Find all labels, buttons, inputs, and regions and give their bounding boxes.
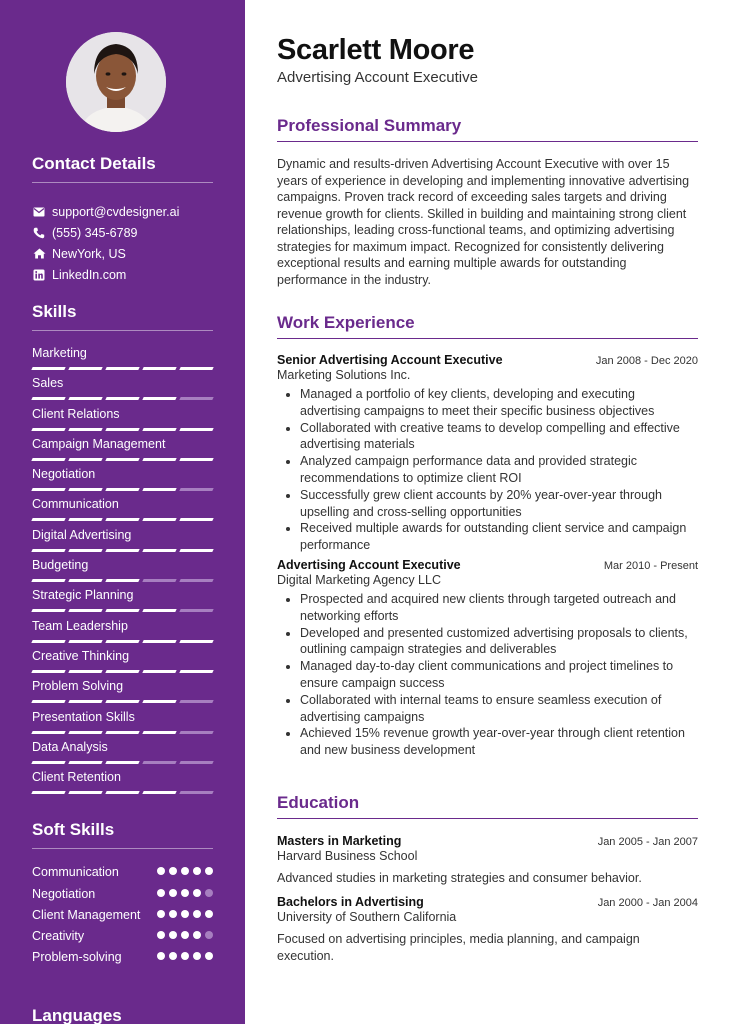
soft-skill-row (32, 886, 213, 903)
job-entry-date: Mar 2010 - Present (603, 559, 698, 572)
bullet-item: • Managed day-to-day client communications and project timelines to ensure campaign success (300, 658, 698, 692)
skill-name: Client Retention (32, 770, 121, 785)
job-entry (277, 353, 698, 554)
skill-level-segment (68, 791, 102, 794)
skill-level-bar (32, 397, 213, 400)
skill-level-segment (179, 549, 213, 552)
job-title: Advertising Account Executive (277, 69, 478, 86)
skill-row (32, 407, 213, 437)
skill-level-segment (142, 367, 176, 370)
languages-section (32, 1006, 213, 1024)
job-entry-title: Senior Advertising Account Executive (277, 353, 503, 367)
contact-linkedin[interactable] (32, 264, 213, 285)
skill-name: Data Analysis (32, 739, 108, 754)
skill-name: Presentation Skills (32, 709, 135, 724)
rating-dot (205, 889, 213, 897)
rating-dot (193, 952, 201, 960)
skill-row (32, 770, 213, 800)
skill-level-segment (179, 700, 213, 703)
contact-list (32, 201, 213, 285)
skill-level-segment (105, 549, 139, 552)
soft-skill-row (32, 907, 213, 924)
job-entry-company: Digital Marketing Agency LLC (277, 572, 441, 587)
skill-row (32, 558, 213, 588)
soft-skill-rating (157, 907, 213, 918)
skills-section (32, 302, 213, 800)
skill-level-segment (105, 700, 139, 703)
experience-section (277, 313, 698, 759)
skill-level-segment (68, 579, 102, 582)
soft-skill-row (32, 864, 213, 881)
skill-name: Communication (32, 497, 119, 512)
bullet-item: • Analyzed campaign performance data and provided strategic recommendations to optimize client ROI (300, 453, 698, 487)
job-entry (277, 558, 698, 759)
skill-row (32, 346, 213, 376)
bullet-item: • Collaborated with creative teams to develop compelling and effective advertising materials (300, 420, 698, 454)
education-degree: Bachelors in Advertising (277, 895, 424, 909)
sidebar (0, 0, 245, 1024)
rating-dot (157, 931, 165, 939)
rating-dot (205, 952, 213, 960)
contact-heading: Contact Details (32, 154, 213, 183)
skill-name: Marketing (32, 346, 87, 360)
languages-heading: Languages (32, 1006, 213, 1024)
skill-level-segment (31, 731, 65, 734)
experience-heading: Work Experience (277, 313, 698, 339)
bullet-item: • Prospected and acquired new clients through targeted outreach and networking efforts (300, 591, 698, 625)
skill-level-segment (31, 397, 65, 400)
bullet-item: • Developed and presented customized advertising proposals to clients, outlining campaign strategies and deliverables (300, 625, 698, 659)
skill-level-segment (105, 791, 139, 794)
skill-name: Sales (32, 376, 64, 391)
bullet-item: • Achieved 15% revenue growth year-over-year through client retention and new business development (300, 725, 698, 759)
skill-level-bar (32, 549, 213, 552)
skill-level-bar (32, 670, 213, 673)
contact-phone[interactable] (32, 222, 213, 243)
soft-skill-rating (157, 928, 213, 939)
contact-location-text: NewYork, US (52, 246, 126, 261)
soft-skill-name: Negotiation (32, 886, 96, 901)
contact-phone-text: (555) 345-6789 (52, 225, 138, 240)
rating-dot (181, 889, 189, 897)
skill-level-segment (142, 397, 176, 400)
skill-level-segment (68, 670, 102, 673)
skill-name: Creative Thinking (32, 648, 130, 663)
rating-dot (181, 910, 189, 918)
skill-level-segment (31, 761, 65, 764)
skill-name: Problem Solving (32, 679, 124, 694)
soft-skill-rating (157, 886, 213, 897)
skill-level-segment (31, 488, 65, 491)
skill-row (32, 740, 213, 770)
skill-level-segment (179, 428, 213, 431)
rating-dot (193, 910, 201, 918)
education-entry (277, 895, 698, 965)
rating-dot (193, 931, 201, 939)
skill-level-segment (142, 579, 176, 582)
skill-level-segment (68, 488, 102, 491)
skill-name: Negotiation (32, 467, 96, 482)
rating-dot (205, 910, 213, 918)
skill-level-segment (105, 579, 139, 582)
rating-dot (169, 931, 177, 939)
skill-row (32, 497, 213, 527)
skill-name: Client Relations (32, 406, 120, 421)
skill-level-segment (105, 640, 139, 643)
skill-level-segment (105, 428, 139, 431)
bullet-item: • Successfully grew client accounts by 20% year-over-year through upselling and cross-selling opportunities (300, 487, 698, 521)
skill-level-segment (31, 640, 65, 643)
skill-level-segment (105, 367, 139, 370)
rating-dot (169, 867, 177, 875)
contact-location (32, 243, 213, 264)
skill-name: Digital Advertising (32, 527, 132, 542)
skill-level-bar (32, 761, 213, 764)
education-section (277, 793, 698, 965)
skill-level-bar (32, 640, 213, 643)
linkedin-icon (32, 268, 46, 282)
rating-dot (157, 952, 165, 960)
rating-dot (157, 867, 165, 875)
skill-level-bar (32, 518, 213, 521)
skill-level-segment (142, 731, 176, 734)
skill-level-bar (32, 791, 213, 794)
education-school: University of Southern California (277, 910, 457, 924)
education-school: Harvard Business School (277, 849, 418, 863)
contact-section (32, 154, 213, 285)
skill-row (32, 437, 213, 467)
skills-heading: Skills (32, 302, 213, 331)
skill-level-segment (105, 458, 139, 461)
skill-level-segment (105, 761, 139, 764)
skill-level-segment (179, 397, 213, 400)
skill-level-segment (179, 609, 213, 612)
soft-skills-section (32, 820, 213, 970)
skill-level-segment (142, 518, 176, 521)
contact-email[interactable] (32, 201, 213, 222)
soft-skills-list (32, 864, 213, 966)
skill-level-segment (31, 579, 65, 582)
skill-level-segment (105, 609, 139, 612)
skill-level-segment (31, 428, 65, 431)
skill-level-segment (179, 458, 213, 461)
education-date: Jan 2005 - Jan 2007 (597, 836, 698, 848)
skill-level-bar (32, 700, 213, 703)
skill-level-segment (142, 791, 176, 794)
skill-row (32, 467, 213, 497)
soft-skill-name: Client Management (32, 908, 141, 922)
skill-level-segment (179, 791, 213, 794)
skill-level-segment (105, 731, 139, 734)
rating-dot (169, 952, 177, 960)
skill-row (32, 679, 213, 709)
skill-level-segment (179, 731, 213, 734)
skill-level-segment (142, 458, 176, 461)
soft-skill-rating (157, 864, 213, 875)
skill-level-segment (68, 458, 102, 461)
skill-level-segment (68, 428, 102, 431)
rating-dot (193, 867, 201, 875)
rating-dot (181, 952, 189, 960)
skill-level-segment (179, 640, 213, 643)
skill-level-segment (31, 791, 65, 794)
summary-section (277, 116, 698, 288)
soft-skill-rating (157, 949, 213, 960)
bullet-item: • Collaborated with internal teams to ensure seamless execution of advertising campaigns (300, 692, 698, 726)
skill-level-segment (105, 518, 139, 521)
bullet-item: • Received multiple awards for outstanding client service and campaign performance (300, 520, 698, 554)
skill-level-segment (31, 458, 65, 461)
skill-level-segment (179, 488, 213, 491)
skill-row (32, 588, 213, 618)
soft-skill-name: Creativity (32, 928, 85, 943)
bullet-item: • Managed a portfolio of key clients, developing and executing advertising campaigns to meet their specific business objectives (300, 386, 698, 420)
skill-level-segment (68, 367, 102, 370)
skill-level-segment (68, 731, 102, 734)
skill-level-segment (179, 670, 213, 673)
skill-level-segment (68, 700, 102, 703)
skill-level-bar (32, 488, 213, 491)
skill-level-segment (68, 609, 102, 612)
rating-dot (205, 931, 213, 939)
skill-row (32, 710, 213, 740)
skill-level-segment (179, 367, 213, 370)
skill-name: Strategic Planning (32, 588, 134, 603)
rating-dot (169, 889, 177, 897)
skill-row (32, 376, 213, 406)
rating-dot (157, 889, 165, 897)
skill-level-bar (32, 367, 213, 370)
skill-level-segment (31, 700, 65, 703)
candidate-name: Scarlett Moore (277, 34, 475, 66)
rating-dot (169, 910, 177, 918)
summary-text: Dynamic and results-driven Advertising Account Executive with over 15 years of experience in developing and implementing innovative advertising campaigns. Proven track record of exceeding sales targets and driving revenue growth for clients. Skilled in building and maintaining strong client relationships, leading cross-functional teams, and optimizing advertising strategies for maximum impact. Recognized for consistently delivering exceptional results and earning multiple awards for outstanding performance in the industry. (277, 157, 690, 287)
skill-level-bar (32, 609, 213, 612)
job-entry-date: Jan 2008 - Dec 2020 (595, 355, 698, 367)
summary-heading: Professional Summary (277, 116, 698, 142)
education-degree: Masters in Marketing (277, 834, 402, 848)
skill-level-segment (105, 397, 139, 400)
skill-name: Team Leadership (32, 618, 128, 633)
skill-name: Budgeting (32, 558, 89, 573)
skill-level-segment (142, 609, 176, 612)
avatar (66, 32, 166, 132)
skill-level-segment (179, 761, 213, 764)
skill-level-segment (142, 700, 176, 703)
skill-row (32, 649, 213, 679)
skill-row (32, 619, 213, 649)
skill-level-bar (32, 579, 213, 582)
skill-level-segment (68, 549, 102, 552)
skill-level-segment (142, 670, 176, 673)
job-entry-title: Advertising Account Executive (277, 557, 461, 572)
rating-dot (193, 889, 201, 897)
rating-dot (181, 931, 189, 939)
phone-icon (32, 226, 46, 240)
skill-level-segment (142, 428, 176, 431)
contact-email-text: support@cvdesigner.ai (52, 204, 180, 219)
skill-level-segment (105, 488, 139, 491)
skill-level-segment (31, 518, 65, 521)
skill-level-segment (142, 761, 176, 764)
profile-photo (66, 32, 166, 132)
education-heading: Education (277, 793, 698, 819)
skill-level-segment (142, 488, 176, 491)
skill-name: Campaign Management (32, 436, 166, 451)
skill-level-segment (105, 670, 139, 673)
education-entry (277, 834, 698, 887)
skill-level-segment (68, 761, 102, 764)
education-description: Focused on advertising principles, media planning, and campaign execution. (277, 932, 640, 963)
job-entry-company: Marketing Solutions Inc. (277, 368, 411, 382)
rating-dot (205, 867, 213, 875)
contact-linkedin-text: LinkedIn.com (52, 267, 127, 282)
skill-level-bar (32, 458, 213, 461)
rating-dot (157, 910, 165, 918)
home-icon (32, 247, 46, 261)
skill-level-segment (142, 640, 176, 643)
skill-level-segment (31, 670, 65, 673)
skill-row (32, 528, 213, 558)
soft-skill-name: Communication (32, 865, 119, 879)
skill-level-bar (32, 428, 213, 431)
education-date: Jan 2000 - Jan 2004 (597, 897, 698, 909)
skills-list (32, 346, 213, 800)
skill-level-segment (68, 397, 102, 400)
skill-level-segment (68, 640, 102, 643)
skill-level-bar (32, 731, 213, 734)
skill-level-segment (68, 518, 102, 521)
skill-level-segment (31, 609, 65, 612)
education-description: Advanced studies in marketing strategies and consumer behavior. (277, 871, 642, 885)
skill-level-segment (142, 549, 176, 552)
rating-dot (181, 867, 189, 875)
soft-skills-heading: Soft Skills (32, 820, 213, 849)
soft-skill-row (32, 949, 213, 966)
skill-level-segment (31, 549, 65, 552)
soft-skill-name: Problem-solving (32, 950, 122, 964)
skill-level-segment (179, 518, 213, 521)
soft-skill-row (32, 928, 213, 945)
mail-icon (32, 205, 46, 219)
skill-level-segment (179, 579, 213, 582)
skill-level-segment (31, 367, 65, 370)
job-entry-bullets (277, 386, 698, 554)
job-entry-bullets (277, 591, 698, 759)
